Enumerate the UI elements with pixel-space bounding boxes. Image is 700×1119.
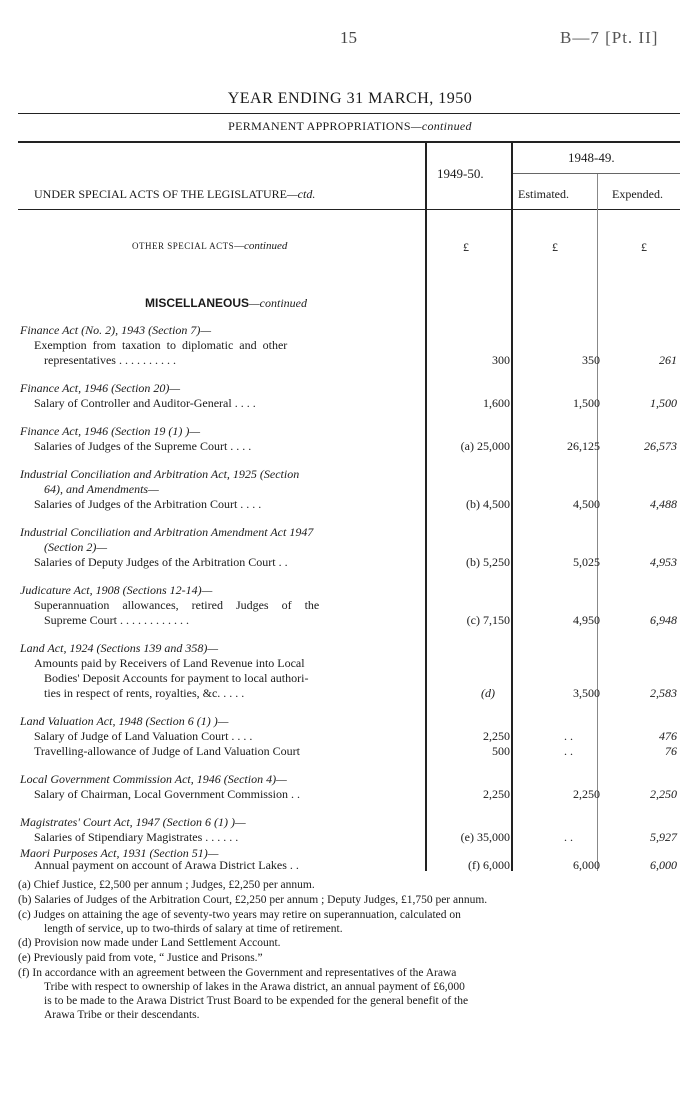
column-divider-3 bbox=[597, 174, 598, 871]
entry-title: Local Government Commission Act, 1946 (Section 4)— bbox=[20, 772, 287, 786]
amount-estimated: 1,500 bbox=[573, 396, 600, 410]
amount-expended: 2,583 bbox=[650, 686, 677, 700]
amount-estimated: 350 bbox=[582, 353, 600, 367]
other-special-acts-heading bbox=[132, 240, 287, 252]
entry-line: Salary of Controller and Auditor-General . . . . bbox=[34, 396, 256, 410]
amount-estimated: . . bbox=[564, 830, 573, 844]
entry-line: Travelling-allowance of Judge of Land Valuation Court bbox=[34, 744, 300, 758]
amount-1949-50: (b) 4,500 bbox=[466, 497, 510, 511]
rule-header-top bbox=[18, 141, 680, 143]
currency-col1: £ bbox=[463, 240, 469, 254]
footnote-f: (f) In accordance with an agreement between the Government and representatives of the Arawa bbox=[18, 967, 457, 979]
amount-estimated: 3,500 bbox=[573, 686, 600, 700]
section-label-cont: —ctd. bbox=[287, 187, 316, 201]
column-group-1948-49: 1948-49. bbox=[568, 150, 615, 165]
entry-line: Salaries of Judges of the Arbitration Court . . . . bbox=[34, 497, 262, 511]
entry-title: Industrial Conciliation and Arbitration Act, 1925 (Section bbox=[20, 467, 300, 481]
entry-title: Finance Act (No. 2), 1943 (Section 7)— bbox=[20, 323, 212, 337]
amount-1949-50: (e) 35,000 bbox=[460, 830, 510, 844]
amount-1949-50: 2,250 bbox=[483, 787, 510, 801]
amount-estimated: . . bbox=[564, 729, 573, 743]
entry-line: representatives . . . . . . . . . . bbox=[44, 353, 176, 367]
amount-estimated: 4,950 bbox=[573, 613, 600, 627]
amount-expended: 1,500 bbox=[650, 396, 677, 410]
amount-1949-50: (f) 6,000 bbox=[468, 858, 510, 872]
entry-line: Amounts paid by Receivers of Land Revenue into Local bbox=[34, 656, 305, 670]
column-divider-2 bbox=[511, 143, 513, 871]
footnote-a: (a) Chief Justice, £2,500 per annum ; Judges, £2,250 per annum. bbox=[18, 879, 315, 891]
footnote-d: (d) Provision now made under Land Settlement Account. bbox=[18, 937, 281, 949]
footnote-c-cont: length of service, up to two-thirds of salary at time of retirement. bbox=[44, 923, 343, 935]
section-label-text: UNDER SPECIAL ACTS OF THE LEGISLATURE bbox=[34, 187, 288, 201]
entry-title: Finance Act, 1946 (Section 20)— bbox=[20, 381, 181, 395]
other-acts-cont: —continued bbox=[234, 240, 288, 252]
currency-col2: £ bbox=[552, 240, 558, 254]
miscellaneous-heading bbox=[145, 296, 307, 311]
entry-line: Salaries of Deputy Judges of the Arbitration Court . . bbox=[34, 555, 288, 569]
rule-top bbox=[18, 113, 680, 114]
entry-line: Bodies' Deposit Accounts for payment to local authori- bbox=[44, 671, 309, 685]
amount-1949-50: (b) 5,250 bbox=[466, 555, 510, 569]
entry-line: Salary of Chairman, Local Government Commission . . bbox=[34, 787, 300, 801]
amount-estimated: 5,025 bbox=[573, 555, 600, 569]
amount-expended: 4,953 bbox=[650, 555, 677, 569]
amount-expended: 2,250 bbox=[650, 787, 677, 801]
amount-estimated: 26,125 bbox=[567, 439, 600, 453]
amount-1949-50: (d) bbox=[481, 686, 495, 700]
entry-line: Annual payment on account of Arawa District Lakes . . bbox=[34, 858, 299, 872]
entry-line: Salaries of Judges of the Supreme Court . . . . bbox=[34, 439, 252, 453]
amount-expended: 6,948 bbox=[650, 613, 677, 627]
entry-title: Land Valuation Act, 1948 (Section 6 (1) )— bbox=[20, 714, 229, 728]
amount-expended: 5,927 bbox=[650, 830, 677, 844]
entry-title: Land Act, 1924 (Sections 139 and 358)— bbox=[20, 641, 219, 655]
amount-1949-50: 300 bbox=[492, 353, 510, 367]
other-acts-text: OTHER SPECIAL ACTS bbox=[132, 241, 235, 251]
entry-title: Maori Purposes Act, 1931 (Section 51)— bbox=[20, 846, 219, 860]
amount-1949-50: 500 bbox=[492, 744, 510, 758]
rule-group bbox=[512, 173, 680, 174]
page-subtitle bbox=[0, 119, 700, 134]
footnote-e: (e) Previously paid from vote, “ Justice and Prisons.” bbox=[18, 952, 263, 964]
amount-1949-50: (a) 25,000 bbox=[460, 439, 510, 453]
footnote-b: (b) Salaries of Judges of the Arbitration Court, £2,250 per annum ; Deputy Judges, £1,750 per annum. bbox=[18, 894, 488, 906]
amount-expended: 26,573 bbox=[644, 439, 677, 453]
column-estimated: Estimated. bbox=[518, 187, 569, 201]
amount-expended: 261 bbox=[659, 353, 677, 367]
entry-line: Superannuation allowances, retired Judges of the bbox=[34, 598, 320, 612]
amount-1949-50: (c) 7,150 bbox=[466, 613, 510, 627]
entry-title-cont: 64), and Amendments— bbox=[44, 482, 159, 496]
column-divider-1 bbox=[425, 143, 427, 871]
page-title: YEAR ENDING 31 MARCH, 1950 bbox=[227, 90, 473, 107]
amount-estimated: 4,500 bbox=[573, 497, 600, 511]
footnote-f-cont: Arawa Tribe or their descendants. bbox=[44, 1009, 200, 1021]
amount-expended: 476 bbox=[659, 729, 677, 743]
misc-cont: —continued bbox=[249, 296, 308, 310]
entry-line: Supreme Court . . . . . . . . . . . . bbox=[44, 613, 189, 627]
entry-line: Exemption from taxation to diplomatic and other bbox=[34, 338, 288, 352]
column-1949-50: 1949-50. bbox=[437, 166, 484, 181]
amount-estimated: 6,000 bbox=[573, 858, 600, 872]
section-label bbox=[34, 187, 315, 202]
entry-title-cont: (Section 2)— bbox=[44, 540, 107, 554]
amount-estimated: 2,250 bbox=[573, 787, 600, 801]
currency-col3: £ bbox=[641, 240, 647, 254]
entry-line: Salary of Judge of Land Valuation Court . . . . bbox=[34, 729, 253, 743]
amount-expended: 6,000 bbox=[650, 858, 677, 872]
footnote-c: (c) Judges on attaining the age of seventy-two years may retire on superannuation, calculated on bbox=[18, 909, 461, 921]
footnote-f-cont: is to be made to the Arawa District Trust Board to be expended for the general benefit of the bbox=[44, 995, 469, 1007]
entry-title: Magistrates' Court Act, 1947 (Section 6 (1) )— bbox=[20, 815, 246, 829]
entry-title: Finance Act, 1946 (Section 19 (1) )— bbox=[20, 424, 201, 438]
amount-expended: 76 bbox=[665, 744, 677, 758]
amount-expended: 4,488 bbox=[650, 497, 677, 511]
subtitle-continued: —continued bbox=[410, 119, 472, 133]
document-reference: B—7 [Pt. II] bbox=[560, 28, 659, 47]
amount-estimated: . . bbox=[564, 744, 573, 758]
entry-line: ties in respect of rents, royalties, &c. . . . . bbox=[44, 686, 245, 700]
entry-line: Salaries of Stipendiary Magistrates . . . . . . bbox=[34, 830, 239, 844]
entry-title: Industrial Conciliation and Arbitration Amendment Act 1947 bbox=[20, 525, 314, 539]
misc-text: MISCELLANEOUS bbox=[145, 296, 250, 310]
footnote-f-cont: Tribe with respect to ownership of lakes in the Arawa district, an annual payment of £6,000 bbox=[44, 981, 465, 993]
column-expended: Expended. bbox=[612, 187, 663, 201]
page-number: 15 bbox=[340, 28, 357, 47]
subtitle-main: PERMANENT APPROPRIATIONS bbox=[228, 119, 411, 133]
entry-title: Judicature Act, 1908 (Sections 12-14)— bbox=[20, 583, 213, 597]
amount-1949-50: 1,600 bbox=[483, 396, 510, 410]
rule-header-bottom bbox=[18, 209, 680, 210]
amount-1949-50: 2,250 bbox=[483, 729, 510, 743]
